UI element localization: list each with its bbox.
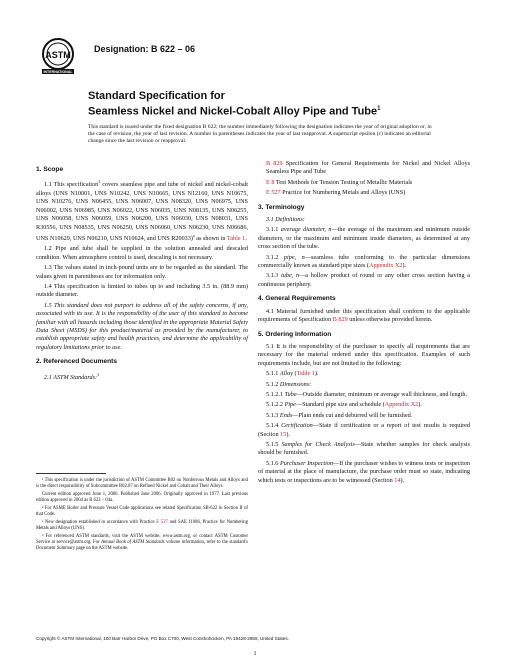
para-5-1-4: 5.1.4 Certification—State if certification or a report of test results is required (Section 15). xyxy=(258,422,471,438)
para-3-1-3: 3.1.3 tube, n—a hollow product of round or any other cross section having a continuous periphery. xyxy=(258,272,471,288)
para-5-1-1: 5.1.1 Alloy (Table 1). xyxy=(266,370,319,378)
footnote-1: ¹ This specification is under the jurisdiction of ASTM Committee B02 on Nonferrous Metals and Alloys and is the direct responsibility of Subcommittee B02.07 on Refined Nickel and Cobalt and Their Alloys. xyxy=(36,478,248,489)
para-2-1: 2.1 ASTM Standards:$^3$ xyxy=(44,371,100,381)
link-e527-footnote[interactable]: E 527 xyxy=(156,520,168,525)
page-title xyxy=(88,90,448,119)
footnote-3: ᵃ New designation established in accordance with Practice E 527 and SAE J1086, Practice for Numbering Metals and Alloys (UNS). xyxy=(36,520,248,531)
section-heading-ordering-information: 5. Ordering Information xyxy=(258,330,332,338)
link-e8[interactable]: E 8 xyxy=(266,178,275,186)
link-table-1[interactable]: Table 1 xyxy=(226,234,246,242)
para-1-4: 1.4 This specification is limited to tubes up to and including 3.5 in. (88.9 mm) outside diameter. xyxy=(36,283,248,299)
para-3-1: 3.1 Definitions: xyxy=(266,216,305,224)
para-5-1-6: 5.1.6 Purchaser Inspection—If the purchaser wishes to witness tests or inspection of material at the place of manufacture, the purchase order must so state, indicating which tests or inspections are to be witnessed (Section 14). xyxy=(258,459,470,484)
footnotes xyxy=(36,473,248,554)
astm-logo xyxy=(38,36,78,76)
link-appendix-x2[interactable]: Appendix X2 xyxy=(369,262,403,270)
para-5-1-5: 5.1.5 Samples for Check Analysis—State whether samples for check analysis should be furnished. xyxy=(258,440,470,457)
section-heading-terminology: 3. Terminology xyxy=(258,203,305,211)
ref-e8: E 8 Test Methods for Tension Testing of Metallic Materials xyxy=(266,178,413,186)
para-5-1-2-2: 5.1.2.2 Pipe—Standard pipe size and schedule (Appendix X2). xyxy=(266,401,422,409)
title-line-1: Standard Specification for xyxy=(88,90,225,102)
link-section-14[interactable]: 14 xyxy=(394,476,401,484)
link-e527[interactable]: E 527 xyxy=(266,189,281,197)
footnote-rule xyxy=(36,473,106,474)
link-b829[interactable]: B 829 xyxy=(266,160,283,167)
designation: Designation: B 622 – 06 xyxy=(94,44,196,54)
section-heading-referenced-documents: 2. Referenced Documents xyxy=(36,358,117,366)
section-heading-scope: 1. Scope xyxy=(36,166,64,173)
copyright: Copyright © ASTM International, 100 Barr Harbor Drive, PO Box C700, West Conshohocken, PA 19428-2959, United States. xyxy=(36,636,289,641)
para-4-1: 4.1 Material furnished under this specification shall conform to the applicable requirements of Specification B 829 unless otherwise provided herein. xyxy=(258,307,470,324)
title-line-2: Seamless Nickel and Nickel-Cobalt Alloy Pipe and Tube xyxy=(88,105,378,118)
title-footnote-mark: 1 xyxy=(377,106,381,112)
link-section-15[interactable]: 15 xyxy=(280,430,287,438)
para-1-3: 1.3 The values stated in inch-pound units are to be regarded as the standard. The values given in parentheses are for information only. xyxy=(36,264,248,280)
ref-b829: B 829 Specification for General Requirements for Nickel and Nickel Alloys Seamless Pipe and Tube xyxy=(266,160,470,176)
preamble: This standard is issued under the fixed designation B 622; the number immediately following the designation indicates the year of original adoption or, in the case of revision, the year of last revision. A number in parentheses indicates the year of last reapproval. A superscript epsilon (ε) indicates an editorial change since the last revision or reapproval. xyxy=(88,124,432,145)
link-appendix-x2-pipe[interactable]: Appendix X2 xyxy=(384,401,419,409)
para-5-1-3: 5.1.3 Ends—Plain ends cut and deburred will be furnished. xyxy=(266,411,413,419)
para-1-2: 1.2 Pipe and tube shall be supplied in the solution annealed and descaled condition. When atmosphere control is used, descaling is not necessary. xyxy=(36,245,248,261)
section-heading-general-requirements: 4. General Requirements xyxy=(258,295,336,303)
left-column xyxy=(36,160,248,384)
para-1-5: 1.5 This standard does not purport to address all of the safety concerns, if any, associated with its use. It is the responsibility of the user of this standard to become familiar with all hazards including those identified in the appropriate Material Safety Data Sheet (MSDS) for this product/material as provided by the manufacturer, to establish appropriate safety and health practices, and determine the applicability of regulatory limitations prior to use. xyxy=(36,301,248,351)
footnote-4: ³ For referenced ASTM standards, visit the ASTM website, www.astm.org, or contact ASTM Customer Service at service@astm.org. For Annual Book of ASTM Standards volume information, refer to the standard's Document Summary page on the ASTM website. xyxy=(36,534,248,551)
para-1-1: 1.1 This specification$^2$ covers seamless pipe and tube of nickel and nickel-cobalt alloys (UNS N10001, UNS N10242, UNS N10665, UNS N12160, UNS N10675, UNS N10276, UNS N06455, UNS N06007, UNS N08320, UNS N06975, UNS N06002, UNS N06985, UNS N06022, UNS N06035, UNS N08135, UNS N06255, UNS N06058, UNS N06059, UNS N06200, UNS N06030, UNS N08031, UNS R30556, UNS N08535, UNS N06250, UNS N06060, UNS N06230, UNS N06686, UNS N10629, UNS N06210, UNS N10624, and UNS R20033)$^a$ as shown in Table 1. xyxy=(36,179,249,242)
link-table-1-alloy[interactable]: Table 1 xyxy=(296,370,315,378)
right-column xyxy=(258,160,470,487)
para-5-1: 5.1 It is the responsibility of the purchaser to specify all requirements that are necessary for the material ordered under this specification. Examples of such requirements include, but are not limited to the following: xyxy=(258,342,470,367)
para-5-1-2-1: 5.1.2.1 Tube—Outside diameter, minimum or average wall thickness, and length. xyxy=(266,390,467,398)
para-5-1-2: 5.1.2 Dimensions: xyxy=(266,380,312,388)
link-b829-spec[interactable]: B 829 xyxy=(332,316,348,324)
para-3-1-1: 3.1.1 average diameter, n—the average of the maximum and minimum outside diameters, or the maximum and minimum inside diameters, as determined at any cross section of the tube. xyxy=(258,226,470,251)
footnote-1b: Current edition approved June 1, 2006. Published June 2006. Originally approved in 1977. Last previous edition approved in 2004 as B 622 – 04a. xyxy=(36,492,248,503)
ref-e527: E 527 Practice for Numbering Metals and Alloys (UNS) xyxy=(266,189,406,197)
page-number: 1 xyxy=(253,651,257,657)
svg-text:ASTM: ASTM xyxy=(45,50,71,60)
svg-text:INTERNATIONAL: INTERNATIONAL xyxy=(43,70,73,75)
para-3-1-2: 3.1.2 pipe, n—seamless tube conforming to the particular dimensions commercially known as standard pipe sizes (Appendix X2). xyxy=(258,253,471,270)
footnote-2: ² For ASME Boiler and Pressure Vessel Code applications see related Specification SB-622 in Section II of that Code. xyxy=(36,506,248,517)
